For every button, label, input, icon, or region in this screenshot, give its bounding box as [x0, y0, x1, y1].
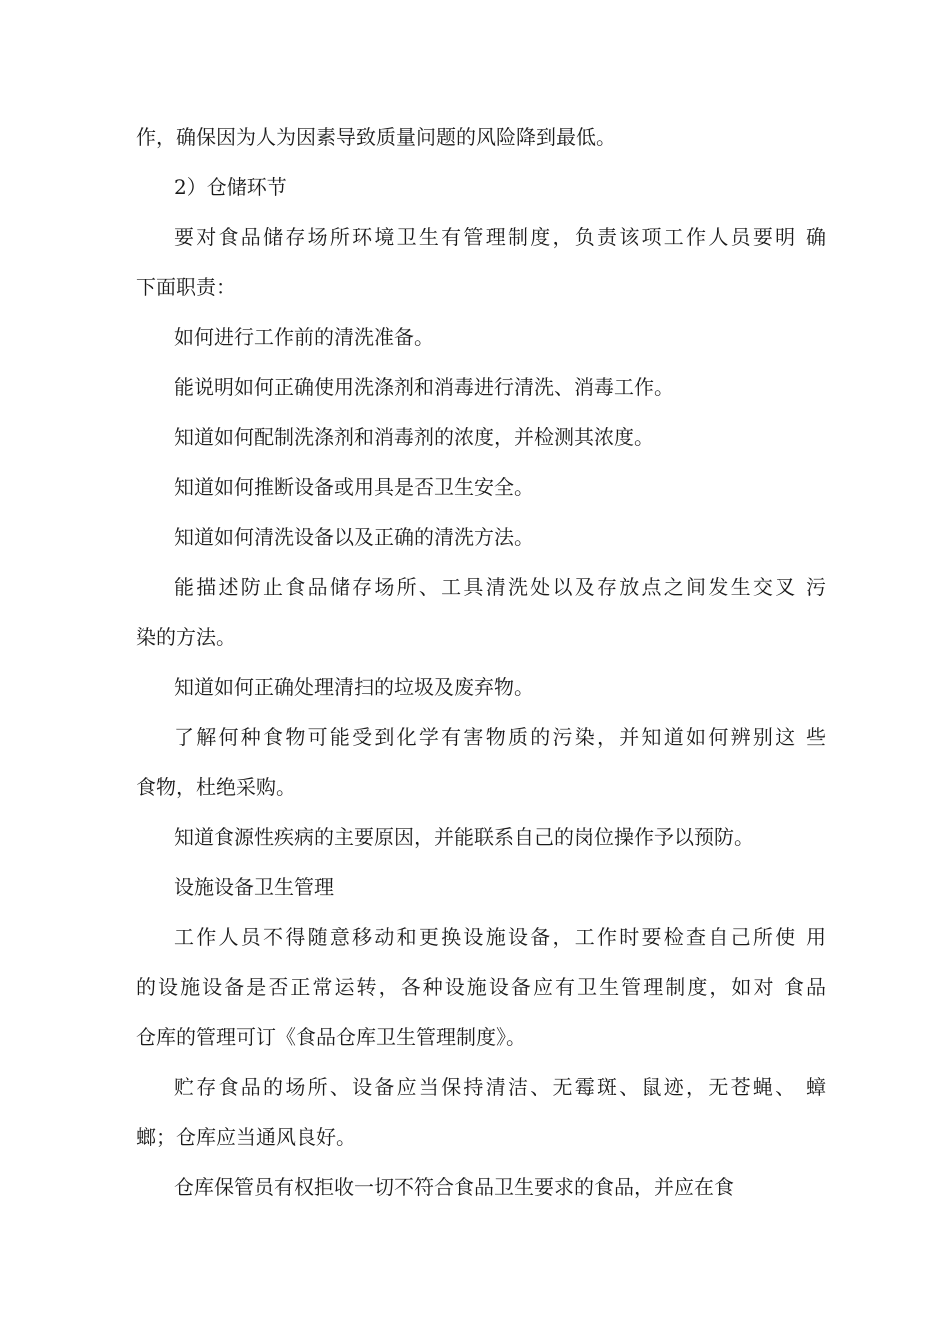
text-line-8: 知道如何推断设备或用具是否卫生安全。 — [174, 475, 534, 499]
text-line-17: 工作人员不得随意移动和更换设施设备，工作时要检查自己所使 用 — [174, 925, 826, 949]
text-line-14: 食物，杜绝采购。 — [136, 775, 296, 799]
text-line-5: 如何进行工作前的清洗准备。 — [174, 325, 434, 349]
text-line-12: 知道如何正确处理清扫的垃圾及废弃物。 — [174, 675, 534, 699]
text-line-18: 的设施设备是否正常运转，各种设施设备应有卫生管理制度，如对 食品 — [136, 975, 826, 999]
text-line-13: 了解何种食物可能受到化学有害物质的污染，并知道如何辨别这 些 — [174, 725, 826, 749]
text-line-20: 贮存食品的场所、设备应当保持清洁、无霉斑、鼠迹，无苍蝇、 蟑 — [174, 1075, 826, 1099]
text-line-9: 知道如何清洗设备以及正确的清洗方法。 — [174, 525, 534, 549]
text-line-1: 作，确保因为人为因素导致质量问题的风险降到最低。 — [136, 125, 616, 149]
section-heading-storage: 2）仓储环节 — [174, 175, 287, 199]
text-line-4: 下面职责： — [136, 275, 236, 299]
text-line-3: 要对食品储存场所环境卫生有管理制度，负责该项工作人员要明 确 — [174, 225, 826, 249]
text-line-15: 知道食源性疾病的主要原因，并能联系自己的岗位操作予以预防。 — [174, 825, 754, 849]
text-line-21: 螂；仓库应当通风良好。 — [136, 1125, 356, 1149]
text-line-10: 能描述防止食品储存场所、工具清洗处以及存放点之间发生交叉 污 — [174, 575, 826, 599]
text-line-22: 仓库保管员有权拒收一切不符合食品卫生要求的食品，并应在食 — [174, 1175, 734, 1199]
text-line-11: 染的方法。 — [136, 625, 236, 649]
text-line-6: 能说明如何正确使用洗涤剂和消毒进行清洗、消毒工作。 — [174, 375, 674, 399]
section-heading-facilities: 设施设备卫生管理 — [174, 875, 334, 899]
text-line-19: 仓库的管理可订《食品仓库卫生管理制度》。 — [136, 1025, 526, 1049]
text-line-7: 知道如何配制洗涤剂和消毒剂的浓度，并检测其浓度。 — [174, 425, 654, 449]
